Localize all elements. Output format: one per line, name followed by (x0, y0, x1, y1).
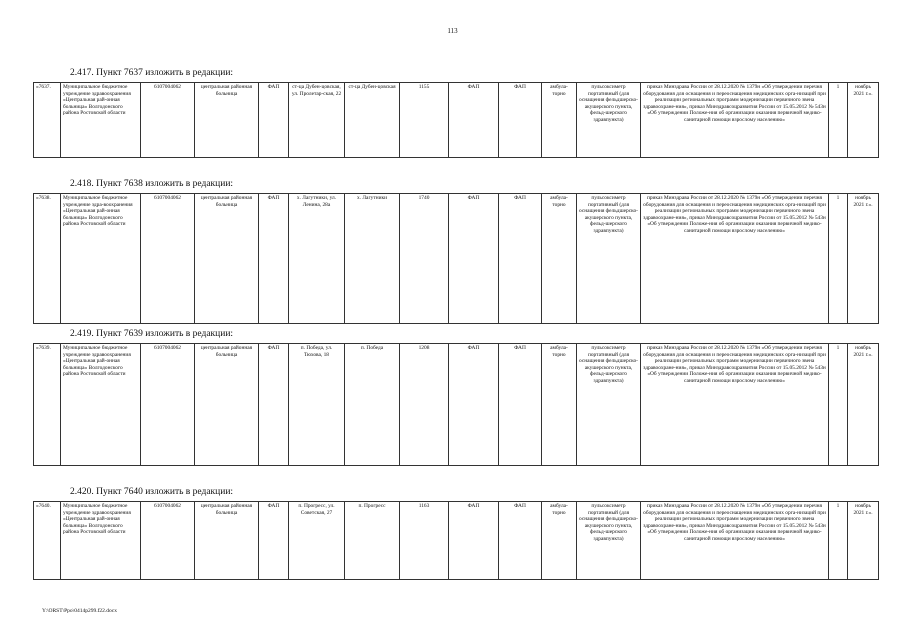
locality: х. Лагутники (345, 194, 400, 324)
table-row (34, 194, 879, 324)
section-heading: 2.418. Пункт 7638 изложить в редакции: (70, 179, 234, 189)
organization-name: Муниципальное бюджетное учреждение здравоохранения «Центральная рай-онная больница» Волгодонского района Ростовской области (61, 344, 141, 466)
locality: п. Прогресс (345, 502, 400, 580)
population: 1155 (400, 83, 449, 158)
due-date: ноябрь 2021 г.». (848, 502, 879, 580)
due-date: ноябрь 2021 г.». (848, 83, 879, 158)
page-number: 113 (447, 27, 458, 35)
population: 1163 (400, 502, 449, 580)
inn-code: 6107004062 (141, 502, 195, 580)
organization-name: Муниципальное бюджетное учреждение здра-воохранения «Центральная рай-онная больница» Волгодонского района Ростовской области (61, 194, 141, 324)
population: 1208 (400, 344, 449, 466)
section-heading: 2.417. Пункт 7637 изложить в редакции: (70, 68, 234, 78)
unit-type: ФАП (259, 502, 289, 580)
unit-current: ФАП (449, 83, 499, 158)
entry-section (33, 178, 878, 324)
unit-type: ФАП (259, 344, 289, 466)
address: п. Победа, ул. Тюхова, 18 (289, 344, 345, 466)
section-heading: 2.420. Пункт 7640 изложить в редакции: (70, 487, 234, 497)
section-heading: 2.419. Пункт 7639 изложить в редакции: (70, 329, 234, 339)
inn-code: 6107004062 (141, 344, 195, 466)
care-condition: амбула-торно (542, 344, 577, 466)
legal-basis: приказ Минздрава России от 28.12.2020 № 1379н «Об утверждении перечня оборудования для оснащения и переоснащения медицинских орга-низаций при реализации региональных программ модернизации первичного звена здравоохране-ния», приказ Минздравсоцразвития России от 15.05.2012 № 543н «Об утверждении Положе-ния об организации оказания первичной медико-санитарной помощи взрослому населению» (641, 83, 829, 158)
row-number: «7639. (34, 344, 61, 466)
organization-name: Муниципальное бюджетное учреждение здравоохранения «Центральная рай-онная больница» Волгодонского района Ростовской области (61, 502, 141, 580)
inn-code: 6107004062 (141, 194, 195, 324)
unit-planned: ФАП (499, 344, 542, 466)
unit-planned: ФАП (499, 502, 542, 580)
entry-table (33, 501, 879, 580)
device-name: пульсоксиметр портативный (для оснащения фельдшерско-акушерского пункта, фельд-шерского здравпункта) (577, 83, 641, 158)
entry-table (33, 343, 879, 466)
unit-planned: ФАП (499, 194, 542, 324)
entry-table (33, 82, 879, 158)
address: ст-ца Дубен-цовская, ул. Пролетар-ская, 22 (289, 83, 345, 158)
organization-name: Муниципальное бюджетное учреждение здравоохранения «Центральная рай-онная больница» Волгодонского района Ростовской области (61, 83, 141, 158)
device-name: пульсоксиметр портативный (для оснащения фельдшерско-акушерского пункта, фельд-шерского здравпункта) (577, 502, 641, 580)
organization-type: центральная районная больница (195, 83, 259, 158)
address: п. Прогресс, ул. Советская, 27 (289, 502, 345, 580)
unit-current: ФАП (449, 344, 499, 466)
table-row (34, 83, 879, 158)
entry-table (33, 193, 879, 324)
unit-current: ФАП (449, 194, 499, 324)
care-condition: амбула-торно (542, 83, 577, 158)
table-row (34, 344, 879, 466)
quantity: 1 (829, 194, 848, 324)
unit-planned: ФАП (499, 83, 542, 158)
entry-section (33, 486, 878, 580)
care-condition: амбула-торно (542, 194, 577, 324)
due-date: ноябрь 2021 г.». (848, 194, 879, 324)
unit-type: ФАП (259, 83, 289, 158)
file-path-footer: Y:\ORST\Ppo\0414p299.f22.docx (42, 608, 117, 614)
inn-code: 6107004062 (141, 83, 195, 158)
population: 1740 (400, 194, 449, 324)
unit-current: ФАП (449, 502, 499, 580)
row-number: «7640. (34, 502, 61, 580)
address: х. Лагутники, ул. Ленина, 28а (289, 194, 345, 324)
row-number: «7638. (34, 194, 61, 324)
device-name: пульсоксиметр портативный (для оснащения фельдшерско-акушерского пункта, фельд-шерского здравпункта) (577, 344, 641, 466)
legal-basis: приказ Минздрава России от 28.12.2020 № 1379н «Об утверждении перечня оборудования для оснащения и переоснащения медицинских орга-низаций при реализации региональных программ модернизации первичного звена здравоохране-ния», приказ Минздравсоцразвития России от 15.05.2012 № 543н «Об утверждении Положе-ния об организации оказания первичной медико-санитарной помощи взрослому населению» (641, 502, 829, 580)
organization-type: центральная районная больница (195, 502, 259, 580)
device-name: пульсоксиметр портативный (для оснащения фельдшерско-акушерского пункта, фельд-шерского здравпункта) (577, 194, 641, 324)
entry-section (33, 328, 878, 466)
due-date: ноябрь 2021 г.». (848, 344, 879, 466)
quantity: 1 (829, 502, 848, 580)
care-condition: амбула-торно (542, 502, 577, 580)
quantity: 1 (829, 83, 848, 158)
entry-section (33, 67, 878, 158)
locality: п. Победа (345, 344, 400, 466)
organization-type: центральная районная больница (195, 344, 259, 466)
locality: ст-ца Дубен-цовская (345, 83, 400, 158)
organization-type: центральная районная больница (195, 194, 259, 324)
row-number: «7637. (34, 83, 61, 158)
legal-basis: приказ Минздрава России от 28.12.2020 № 1379н «Об утверждении перечня оборудования для оснащения и переоснащения медицинских орга-низаций при реализации региональных программ модернизации первичного звена здравоохране-ния», приказ Минздравсоцразвития России от 15.05.2012 № 543н «Об утверждении Положе-ния об организации оказания первичной медико-санитарной помощи взрослому населению» (641, 194, 829, 324)
unit-type: ФАП (259, 194, 289, 324)
legal-basis: приказ Минздрава России от 28.12.2020 № 1379н «Об утверждении перечня оборудования для оснащения и переоснащения медицинских орга-низаций при реализации региональных программ модернизации первичного звена здравоохране-ния», приказ Минздравсоцразвития России от 15.05.2012 № 543н «Об утверждении Положе-ния об организации оказания первичной медико-санитарной помощи взрослому населению» (641, 344, 829, 466)
quantity: 1 (829, 344, 848, 466)
table-row (34, 502, 879, 580)
